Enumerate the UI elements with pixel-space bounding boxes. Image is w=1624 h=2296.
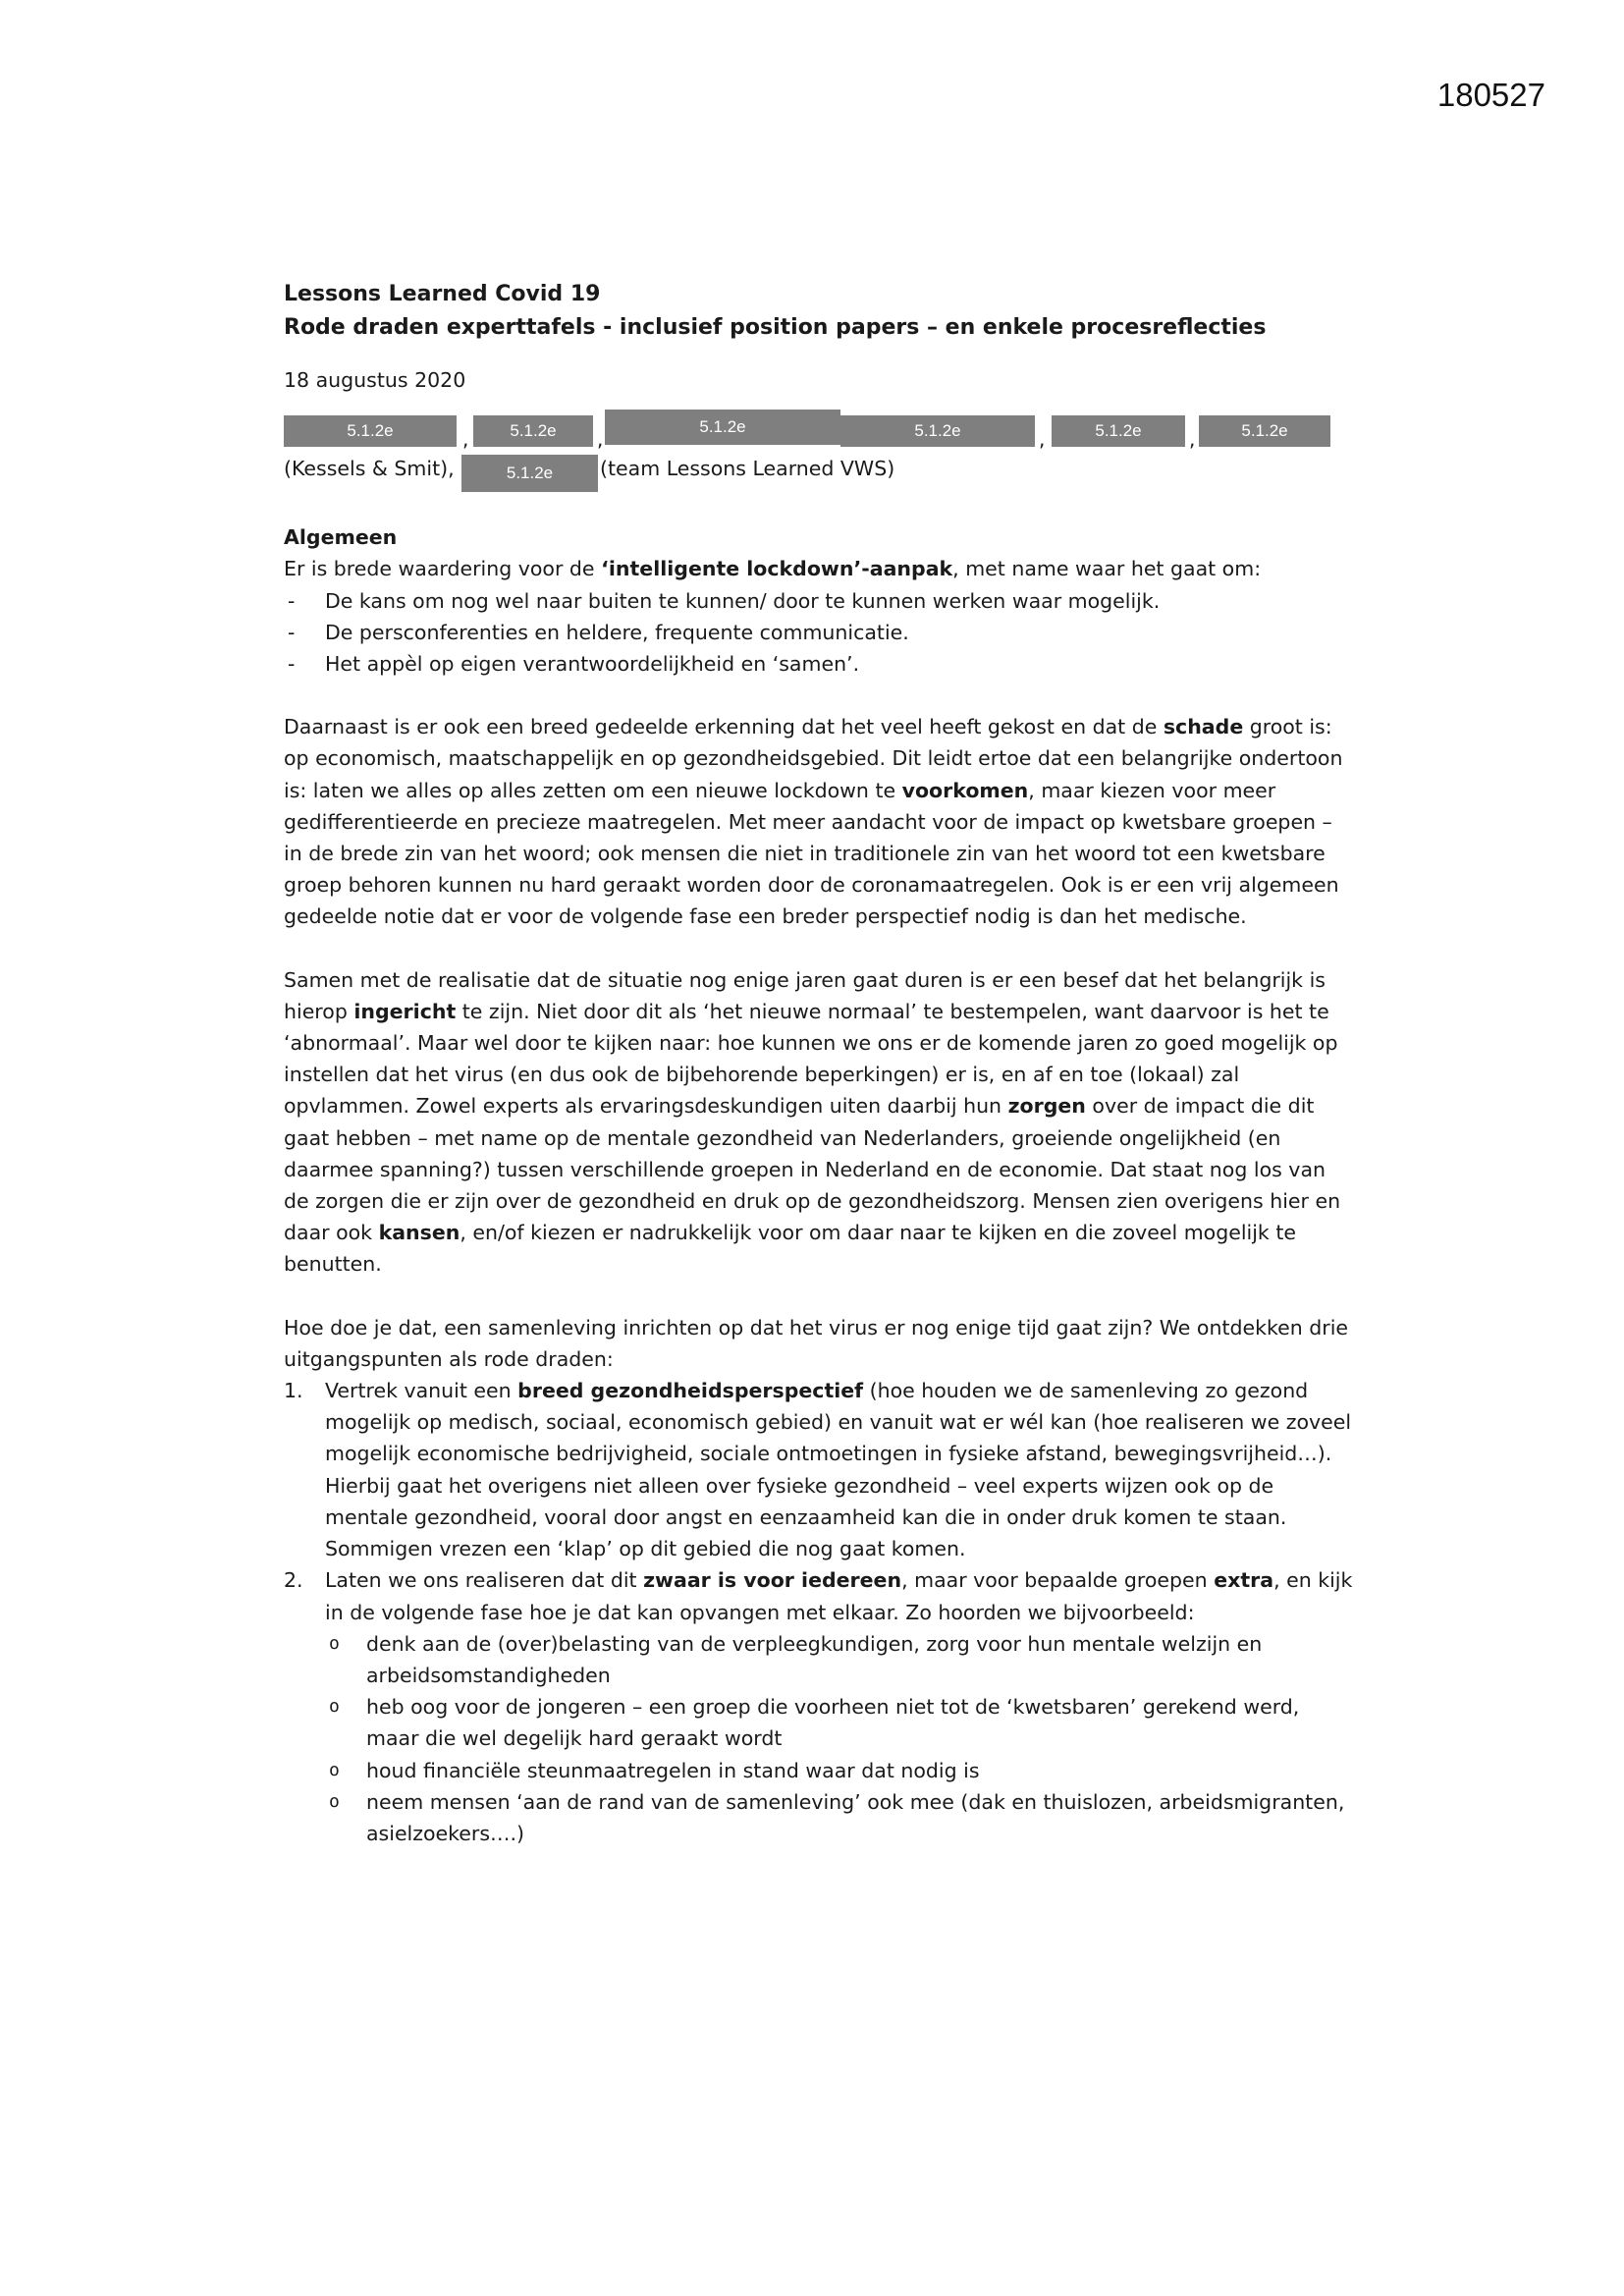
sub-list	[325, 1628, 1354, 1849]
list-item: - Het appèl op eigen verantwoordelijkheid en ‘samen’.	[284, 648, 1354, 680]
sub-list-item: o neem mensen ‘aan de rand van de samenleving’ ook mee (dak en thuislozen, arbeidsmigranten, asielzoekers….)	[325, 1786, 1354, 1849]
document-date: 18 augustus 2020	[284, 368, 466, 392]
document-body	[284, 278, 1354, 1849]
sub-list-item: o heb oog voor de jongeren – een groep die voorheen niet tot de ‘kwetsbaren’ gerekend werd, maar die wel degelijk hard geraakt wordt	[325, 1691, 1354, 1754]
redaction-box: 5.1.2e	[461, 455, 598, 492]
paragraph: Hoe doe je dat, een samenleving inrichten op dat het virus er nog enige tijd gaat zijn? We ontdekken drie uitgangspunten als rode draden:	[284, 1315, 1349, 1371]
redaction-box: 5.1.2e	[1052, 415, 1185, 447]
list-marker: 2.	[284, 1568, 303, 1593]
sub-list-item: o houd financiële steunmaatregelen in stand waar dat nodig is	[325, 1755, 1354, 1786]
list-item: 1. Vertrek vanuit een breed gezondheidsperspectief (hoe houden we de samenleving zo gezond mogelijk op medisch, sociaal, economisch gebied) en vanuit wat er wél kan (hoe realiseren we zoveel mogelijk economische bedrijvigheid, sociale ontmoetingen in fysieke afstand, bewegingsvrijheid…). Hierbij gaat het overigens niet alleen over fysieke gezondheid – veel experts wijzen ook op de mentale gezondheid, vooral door angst en eenzaamheid kan die in onder druk komen te staan. Sommigen vrezen een ‘klap’ op dit gebied die nog gaat komen.	[284, 1375, 1354, 1564]
sub-list-item: o denk aan de (over)belasting van de verpleegkundigen, zorg voor hun mentale welzijn en arbeidsomstandigheden	[325, 1628, 1354, 1691]
redaction-box: 5.1.2e	[473, 415, 593, 447]
redaction-box: 5.1.2e	[1199, 415, 1330, 447]
list-marker: 1.	[284, 1379, 303, 1403]
author-line	[284, 415, 1354, 492]
bullet-list	[284, 585, 1354, 681]
page-number: 180527	[1436, 77, 1545, 113]
redaction-box: 5.1.2e	[840, 415, 1035, 447]
author-affiliation: (team Lessons Learned VWS)	[600, 457, 895, 481]
section-heading: Algemeen	[284, 525, 398, 550]
separator: ,	[462, 427, 469, 452]
paragraph: Daarnaast is er ook een breed gedeelde erkenning dat het veel heeft gekost en dat de schade groot is: op economisch, maatschappelijk en op gezondheidsgebied. Dit leidt ertoe dat een belangrijke ondertoon is: laten we alles op alles zetten om een nieuwe lockdown te voorkomen, maar kiezen voor meer gedifferentieerde en precieze maatregelen. Met meer aandacht voor de impact op kwetsbare groepen – in de brede zin van het woord; ook mensen die niet in traditionele zin van het woord tot een kwetsbare groep behoren kunnen nu hard geraakt worden door de coronamaatregelen. Ook is er een vrij algemeen gedeelde notie dat er voor de volgende fase een breder perspectief nodig is dan het medische.	[284, 715, 1343, 929]
author-affiliation: (Kessels & Smit),	[284, 457, 455, 481]
list-item: - De persconferenties en heldere, frequente communicatie.	[284, 617, 1354, 648]
paragraph: Samen met de realisatie dat de situatie nog enige jaren gaat duren is er een besef dat het belangrijk is hierop ingericht te zijn. Niet door dit als ‘het nieuwe normaal’ te bestempelen, want daarvoor is het te ‘abnormaal’. Maar wel door te kijken naar: hoe kunnen we ons er de komende jaren zo goed mogelijk op instellen dat het virus (en dus ook de bijbehorende beperkingen) er is, en af en toe (lokaal) zal opvlammen. Zowel experts als ervaringsdeskundigen uiten daarbij hun zorgen over de impact die dit gaat hebben – met name op de mentale gezondheid van Nederlanders, groeiende ongelijkheid (en daarmee spanning?) tussen verschillende groepen in Nederland en de economie. Dat staat nog los van de zorgen die er zijn over de gezondheid en druk op de gezondheidszorg. Mensen zien overigens hier en daar ook kansen, en/of kiezen er nadrukkelijk voor om daar naar te kijken en die zoveel mogelijk te benutten.	[284, 967, 1341, 1277]
separator: ,	[597, 427, 604, 452]
separator: ,	[1039, 427, 1046, 452]
paragraph: Er is brede waardering voor de ‘intelligente lockdown’-aanpak, met name waar het gaat om:	[284, 557, 1262, 581]
document-subtitle: Rode draden experttafels - inclusief position papers – en enkele procesreflecties	[284, 315, 1267, 340]
list-item: 2. Laten we ons realiseren dat dit zwaar is voor iedereen, maar voor bepaalde groepen extra, en kijk in de volgende fase hoe je dat kan opvangen met elkaar. Zo hoorden we bijvoorbeeld: o denk aan de (over)belasting van de verpleegkundigen, zorg voor hun mentale welzijn en arbeidsomstandigheden o heb oog voor de jongeren – een groep die voorheen niet tot de ‘kwetsbaren’ gerekend werd, maar die wel degelijk hard geraakt wordt o houd financiële steunmaatregelen in stand waar dat nodig is o neem mensen ‘aan de rand van de samenleving’ ook mee (dak en thuislozen, arbeidsmigranten, asielzoekers….)	[284, 1564, 1354, 1849]
list-item: - De kans om nog wel naar buiten te kunnen/ door te kunnen werken waar mogelijk.	[284, 585, 1354, 617]
document-title: Lessons Learned Covid 19	[284, 282, 601, 306]
separator: ,	[1189, 427, 1196, 452]
redaction-box: 5.1.2e	[605, 410, 840, 445]
numbered-list	[284, 1375, 1354, 1849]
redaction-box: 5.1.2e	[284, 415, 457, 447]
